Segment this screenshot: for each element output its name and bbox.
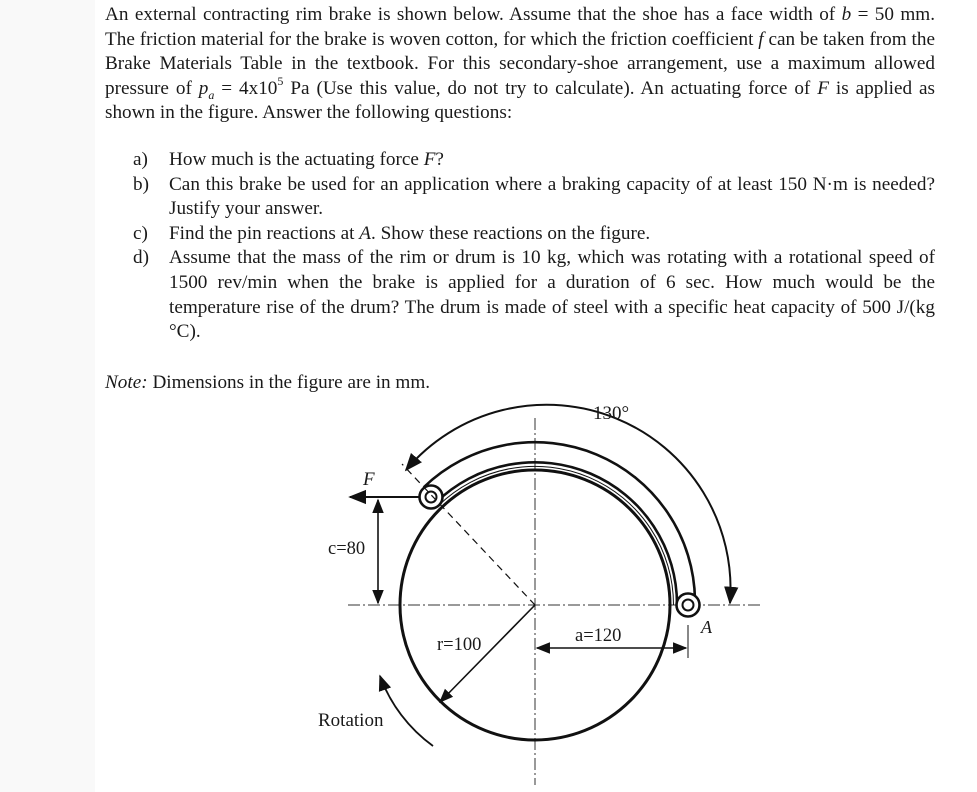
brake-shoe [424,442,695,605]
question-c: c) Find the pin reactions at A. Show these reactions on the figure. [133,222,651,244]
dimensions-note: Note: Dimensions in the figure are in mm. [105,372,431,393]
a-label: a=120 [575,626,622,646]
question-d: d) Assume that the mass of the rim or drum is 10 kg, which was rotating with a rotational speed of 1500 rev/min when the brake is applied for a duration of 6 sec. How much would be the temperature rise of the drum? The drum is made of steel with a specific heat capacity of 500 J/(kg °C). [133,247,935,343]
force-label: F [363,469,375,490]
pin-a-icon [677,594,700,617]
r-label: r=100 [437,635,482,655]
c-label: c=80 [328,539,366,559]
radial-dashed-line [402,464,535,605]
rotation-arrow [380,676,433,746]
problem-statement: An external contracting rim brake is shown below. Assume that the shoe has a face width of b = 50 mm. The friction material for the brake is woven cotton, for which the friction coefficient f can be taken from the Brake Materials Table in the textbook. For this secondary-shoe arrangement, use a maximum allowed pressure of $p_a = 4x10^5$ Pa (Use this value, do not try to calculate). An actuating force of F is applied as shown in the figure. Answer the following questions: [105,4,936,124]
upper-pin-icon [420,486,443,509]
pin-label-a: A [701,617,712,637]
question-a: a) How much is the actuating force F? [133,149,444,170]
rotation-label: Rotation [318,710,384,731]
question-b: b) Can this brake be used for an application where a braking capacity of at least 150 N·m is needed? Justify your answer. [133,173,935,220]
angle-label: 130° [593,403,630,424]
angle-arrow [406,405,731,603]
